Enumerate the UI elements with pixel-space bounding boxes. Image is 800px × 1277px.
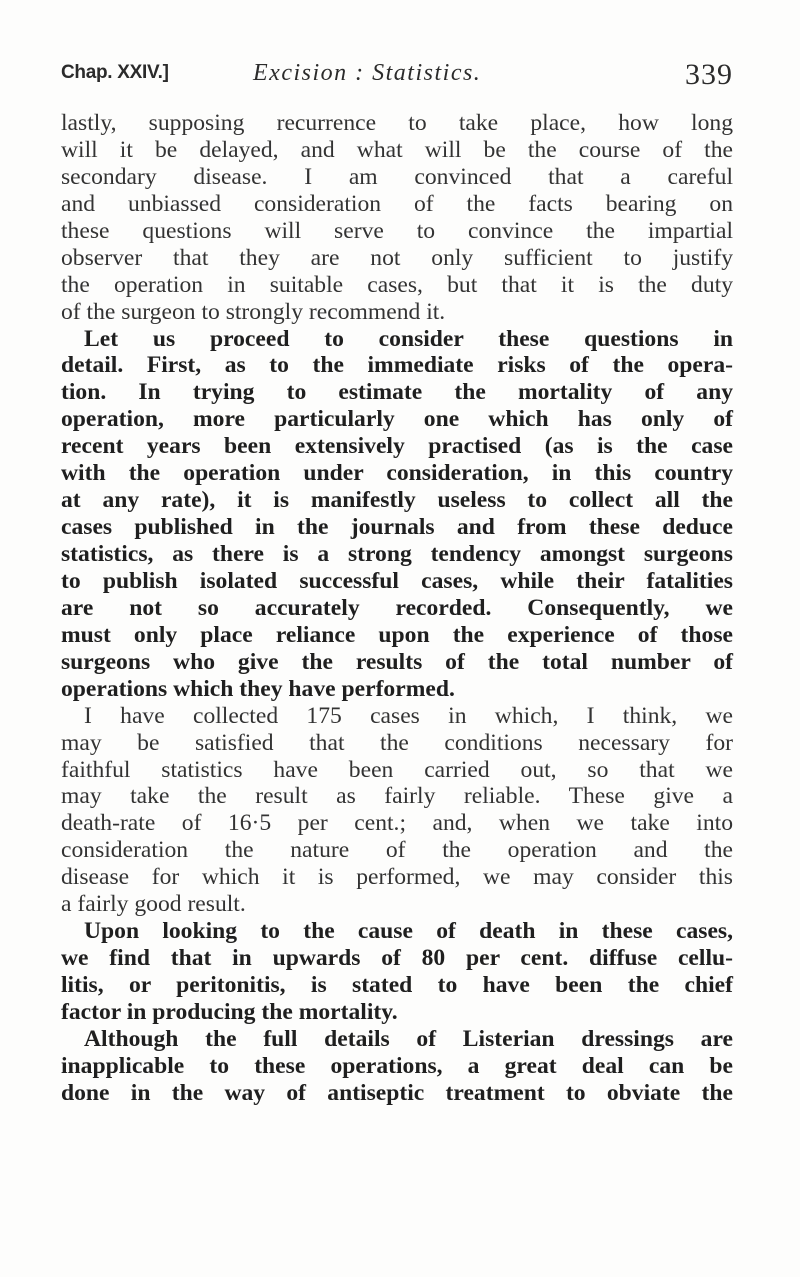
text-line: the operation in suitable cases, but that it is the duty xyxy=(61,271,733,298)
text-line: at any rate), it is manifestly useless to collect all the xyxy=(61,487,733,514)
text-line: may take the result as fairly reliable. These give a xyxy=(61,783,733,810)
text-line: secondary disease. I am convinced that a careful xyxy=(61,163,733,190)
text-line: inapplicable to these operations, a great deal can be xyxy=(61,1052,733,1079)
text-line: we find that in upwards of 80 per cent. diffuse cellu- xyxy=(61,945,733,972)
text-line: faithful statistics have been carried out, so that we xyxy=(61,756,733,783)
text-line: and unbiassed consideration of the facts bearing on xyxy=(61,190,733,217)
text-line: Upon looking to the cause of death in these cases, xyxy=(84,918,733,945)
text-line: observer that they are not only sufficient to justify xyxy=(61,244,733,271)
text-line: cases published in the journals and from these deduce xyxy=(61,514,733,541)
paragraph xyxy=(61,326,733,703)
text-line: these questions will serve to convince the impartial xyxy=(61,217,733,244)
text-line: must only place reliance upon the experience of those xyxy=(61,621,733,648)
paragraph xyxy=(61,110,733,326)
body-text xyxy=(61,110,733,1107)
text-line: done in the way of antiseptic treatment to obviate the xyxy=(61,1079,733,1106)
text-line: death-rate of 16·5 per cent.; and, when we take into xyxy=(61,810,733,837)
text-line: are not so accurately recorded. Consequently, we xyxy=(61,594,733,621)
text-line: Although the full details of Listerian dressings are xyxy=(84,1025,733,1052)
text-line: statistics, as there is a strong tendency amongst surgeons xyxy=(61,541,733,567)
text-line: litis, or peritonitis, is stated to have been the chief xyxy=(61,972,733,998)
text-line: disease for which it is performed, we may consider this xyxy=(61,864,733,891)
text-line: detail. First, as to the immediate risks of the opera- xyxy=(61,352,733,379)
page-header xyxy=(61,58,733,98)
text-line: operation, more particularly one which has only of xyxy=(61,406,733,433)
text-line: may be satisfied that the conditions necessary for xyxy=(61,729,733,756)
text-line: recent years been extensively practised (as is the case xyxy=(61,433,733,460)
running-title: Excision : Statistics. xyxy=(253,60,482,86)
text-line: will it be delayed, and what will be the course of the xyxy=(61,136,733,163)
text-line: surgeons who give the results of the total number of xyxy=(61,648,733,675)
paragraph xyxy=(61,1026,733,1107)
text-line: tion. In trying to estimate the mortality of any xyxy=(61,379,733,406)
text-line: consideration the nature of the operation and the xyxy=(61,837,733,864)
text-line: to publish isolated successful cases, while their fatalities xyxy=(61,567,733,594)
text-line: I have collected 175 cases in which, I think, we xyxy=(84,702,733,729)
text-line: Let us proceed to consider these questions in xyxy=(84,325,733,352)
text-line: a fairly good result. xyxy=(61,891,246,918)
text-line: operations which they have performed. xyxy=(61,675,455,702)
text-line: with the operation under consideration, in this country xyxy=(61,460,733,487)
text-line: lastly, supposing recurrence to take place, how long xyxy=(61,110,733,136)
paragraph xyxy=(61,918,733,1026)
paragraph xyxy=(61,703,733,919)
text-line: factor in producing the mortality. xyxy=(61,998,398,1025)
text-line: of the surgeon to strongly recommend it. xyxy=(61,298,446,325)
chapter-reference: Chap. XXIV.] xyxy=(61,62,169,83)
page-number: 339 xyxy=(685,58,733,91)
